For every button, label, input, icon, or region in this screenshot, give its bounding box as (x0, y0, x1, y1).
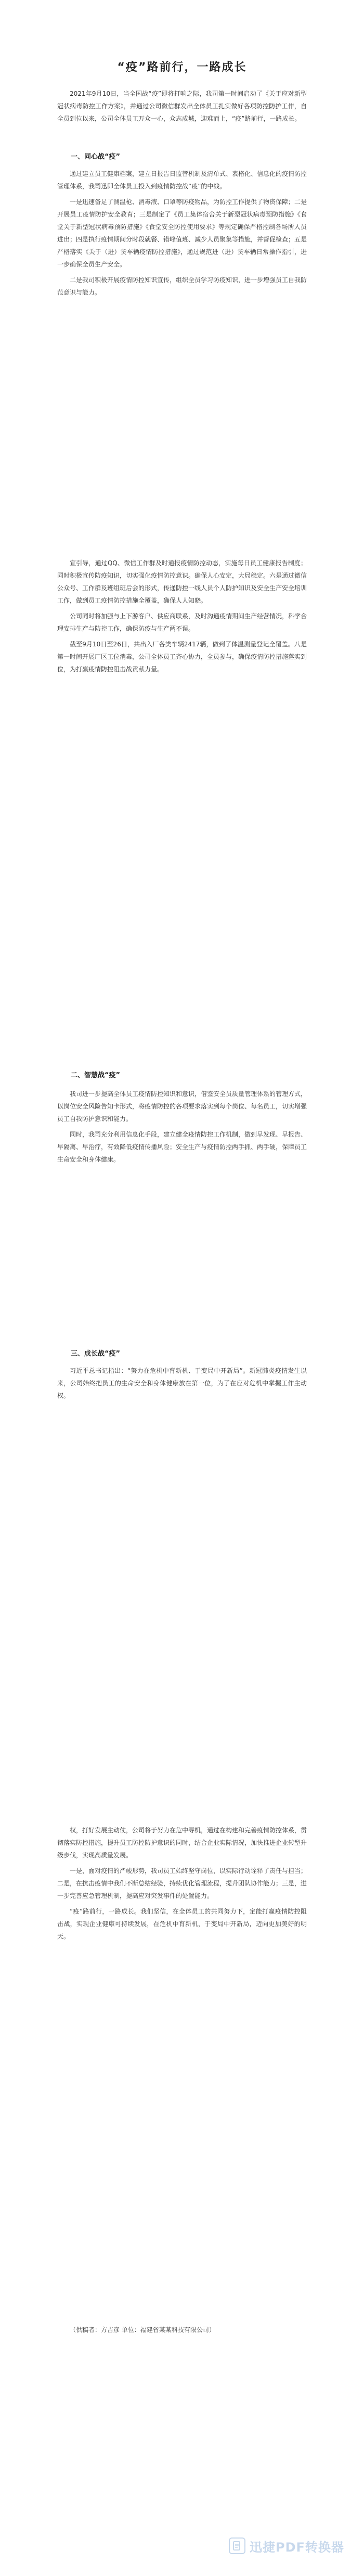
paragraph: 通过建立员工健康档案，建立日报告日监管机制及清单式、表格化、信息化的疫情防控管理体系，我司迅即全体员工投入到疫情防控战“疫”的中线。 (57, 170, 307, 190)
paragraph: 一是，面对疫情的严峻形势，我司员工始终坚守岗位，以实际行动诠释了责任与担当；二是，在抗击疫情中我们不断总结经验，持续优化管理流程，提升团队协作能力；三是，进一步完善应急管理机制，提高应对突发事件的处置能力。 (57, 1867, 307, 1899)
page-title: “疫”路前行，一路成长 (117, 61, 247, 74)
paragraph: 我司进一步提高全体员工疫情防控知识和意识，借鉴安全员质量管理体系的管理方式，以岗位安全风险告知卡形式，将疫情防控的各项要求落实到每个岗位、每名员工，切实增强员工自我防护意识和能力。 (57, 1090, 307, 1123)
paragraph: 一是迅速备足了测温枪、消毒液、口罩等防疫物品，为防控工作提供了物资保障；二是开展员工疫情防护安全教育；三是制定了《员工集体宿舍关于新型冠状病毒预防措施》《食堂关于新型冠状病毒预防措施》《食堂安全防控使用要求》等规定确保严格控制各场所人员进出；四是执行疫情期间分时段就餐、错峰值班、减少人员聚集等措施，并督促检查；五是严格落实《关于（进）货车辆疫情防控措施》，通过规范进（进）货车辆日常操作指引，进一步确保全员生产安全。 (57, 198, 307, 268)
section-heading-3: 三、成长战“疫” (71, 1350, 121, 1358)
section-heading-1: 一、同心战“疫” (71, 153, 121, 161)
watermark (229, 2535, 348, 2556)
section-3-continued-paragraphs (57, 1824, 307, 1946)
paragraph: 习近平总书记指出：“努力在危机中育新机、于变局中开新局”。新冠肺炎疫情发生以来，公司始终把员工的生命安全和身体健康放在第一位，为了在应对危机中掌握工作主动权。 (57, 1367, 307, 1399)
paragraph: 截至9月10日至26日，共出入厂各类车辆2417辆，做到了体温测量登记全覆盖。八是第一时间开展厂区工位消毒，公司全体员工齐心协力，全员参与，确保疫情防控措施落实到位，为打赢疫情防控阻击战贡献力量。 (57, 641, 307, 673)
paragraph: 2021年9月10日，当全国战“疫”即将打响之际，我司第一时间启动了《关于应对新型冠状病毒防控工作方案》，并通过公司微信群发出全体员工扎实做好各项防控防护工作，自全员到位以来，公司全体员工万众一心，众志成城，迎难而上，“疫”路前行，一路成长。 (57, 90, 307, 122)
intro-paragraphs (57, 87, 307, 128)
section-1-continued-paragraphs (57, 557, 307, 679)
section-1-paragraphs (57, 168, 307, 302)
section-3-paragraphs (57, 1364, 307, 1405)
paragraph: 二是我司积极开展疫情防控知识宣传，组织全员学习防疫知识，进一步增强员工自我防范意识与能力。 (57, 276, 307, 296)
source-attribution: （供稿者：方吉彦 单位：福建省某某科技有限公司） (70, 2326, 215, 2333)
section-heading-2: 二、智慧战“疫” (71, 1072, 121, 1079)
section-2-paragraphs (57, 1088, 307, 1169)
paragraph: 公司同时将加强与上下游客户、供应商联系，及时沟通疫情期间生产经营情况，科学合理安排生产与防控工作，确保防疫与生产两不误。 (57, 613, 307, 632)
paragraph: “疫”路前行，一路成长。我们坚信，在全体员工的共同努力下，定能打赢疫情防控阻击战，实现企业健康可持续发展，在危机中育新机，于变局中开新局，迈向更加美好的明天。 (57, 1908, 307, 1940)
watermark-text: 迅捷PDF转换器 (250, 2540, 344, 2555)
pdf-converter-logo-icon (229, 2537, 245, 2554)
paragraph: 权，打好发展主动仗，公司将于努力在危中寻机，通过在构建和完善疫情防控体系，贯彻落实防控措施，提升员工防控防护意识的同时，结合企业实际情况，加快推进企业转型升级步伐，实现高质量发展。 (57, 1827, 307, 1859)
paragraph: 宣引导，通过QQ、微信工作群及时通报疫情防控动态，实施每日员工健康报告制度；同时积极宣传防疫知识，切实强化疫情防控意识。确保人心安定，大局稳定。六是通过微信公众号、工作群及班组班后会的形式，传递防控一线人员个人防护知识及安全生产安全培训工作，做到员工疫情防控措施全覆盖，确保人人知晓。 (57, 559, 307, 604)
paragraph: 同时，我司充分利用信息化手段，建立健全疫情防控工作机制，做到早发现、早报告、早隔离、早治疗，有效降低疫情传播风险；安全生产与疫情防控两手抓、两手硬，保障员工生命安全和身体健康。 (57, 1131, 307, 1163)
